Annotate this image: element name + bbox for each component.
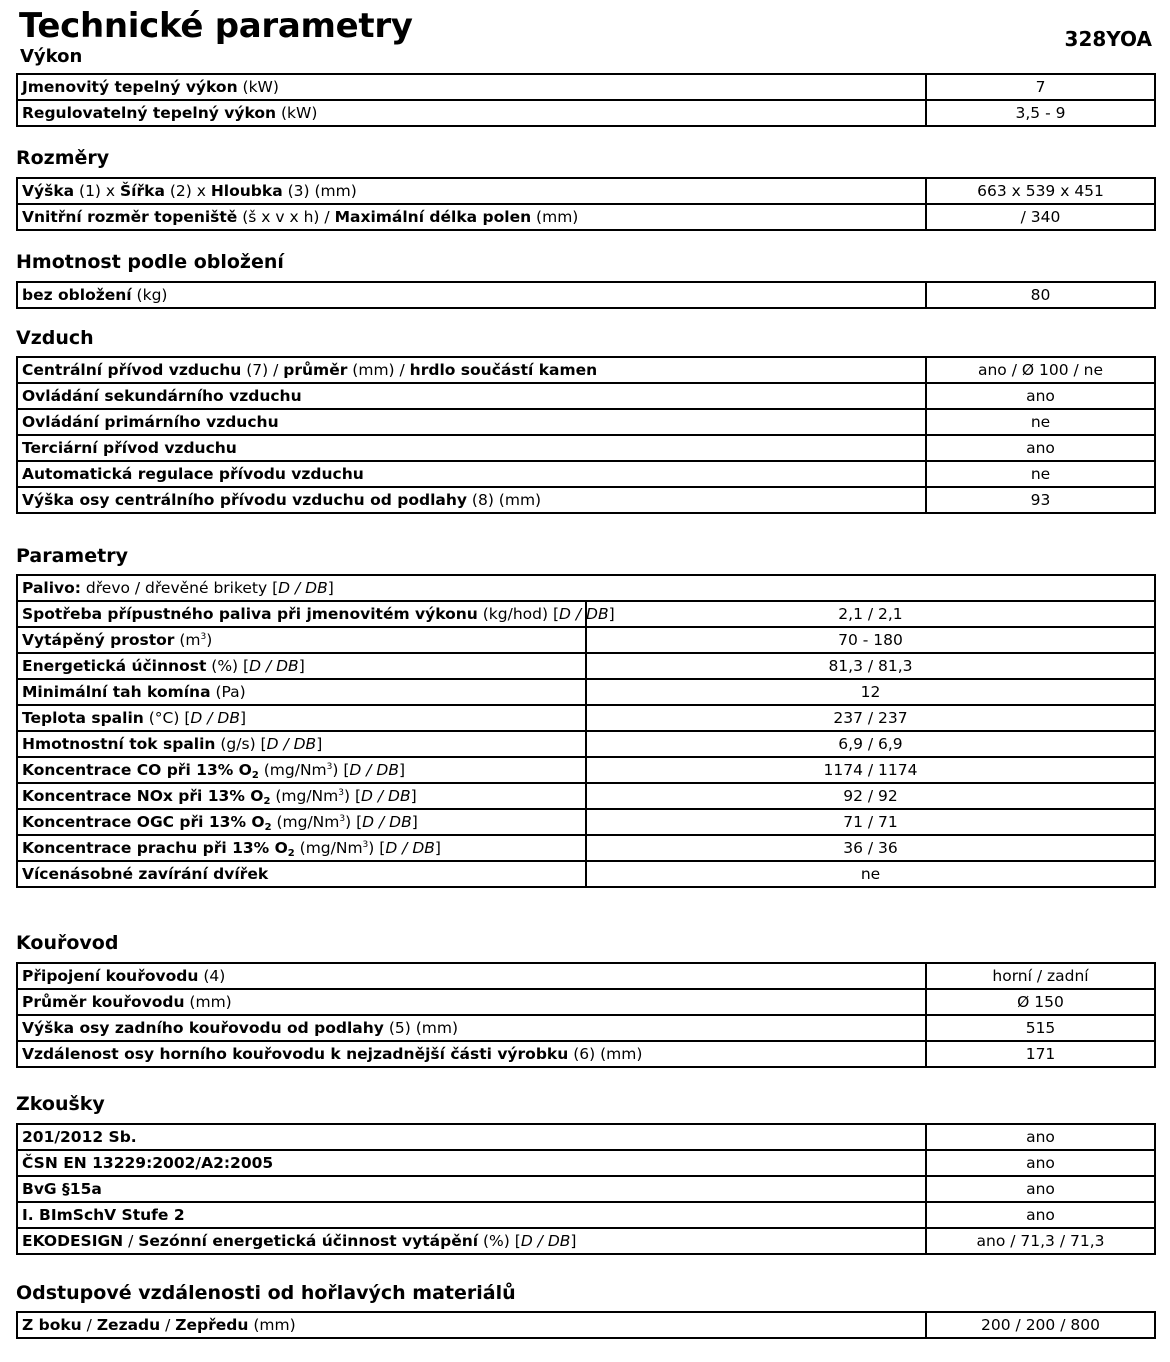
row-label: EKODESIGN / Sezónní energetická účinnost vytápění (%) [D / DB] [17,1228,926,1254]
table-row [17,100,1155,126]
row-label: BvG §15a [17,1176,926,1202]
row-label: Vytápěný prostor $(m^3)$ [17,627,586,653]
row-label: Připojení kouřovodu (4) [17,963,926,989]
row-value: 70 - 180 [586,627,1155,653]
row-label: bez obložení (kg) [17,282,926,308]
table-row [17,435,1155,461]
row-value: ano [926,1124,1155,1150]
kourovod-table [16,962,1156,1068]
row-label: Ovládání primárního vzduchu [17,409,926,435]
rozmery-table [16,177,1156,231]
row-value: ano [926,383,1155,409]
row-value: 6,9 / 6,9 [586,731,1155,757]
table-row [17,679,1155,705]
row-label: Průměr kouřovodu (mm) [17,989,926,1015]
row-value: ano [926,1150,1155,1176]
row-value: 237 / 237 [586,705,1155,731]
table-row [17,461,1155,487]
row-label: Výška osy zadního kouřovodu od podlahy (5) (mm) [17,1015,926,1041]
row-value: horní / zadní [926,963,1155,989]
parametry-table [16,574,1156,888]
table-row [17,809,1155,835]
row-value: ne [926,409,1155,435]
row-label: Automatická regulace přívodu vzduchu [17,461,926,487]
hmotnost-table [16,281,1156,309]
table-row [17,1176,1155,1202]
row-value: ano / Ø 100 / ne [926,357,1155,383]
table-row [17,653,1155,679]
table-row [17,783,1155,809]
row-value: 1174 / 1174 [586,757,1155,783]
row-value: ne [926,461,1155,487]
row-label: 201/2012 Sb. [17,1124,926,1150]
row-value: ano [926,1202,1155,1228]
row-value: ano [926,435,1155,461]
row-value: 71 / 71 [586,809,1155,835]
odstupy-table [16,1311,1156,1339]
table-row [17,178,1155,204]
row-label: I. BImSchV Stufe 2 [17,1202,926,1228]
row-label: Teplota spalin (°C) [D / DB] [17,705,586,731]
table-row [17,861,1155,887]
table-row [17,1228,1155,1254]
row-label: Koncentrace OGC při 13% $O_2$ (mg/Nm$^3$) [D / DB] [17,809,586,835]
section-title-odstupy: Odstupové vzdálenosti od hořlavých materiálů [16,1282,516,1304]
table-row [17,627,1155,653]
row-value: ne [586,861,1155,887]
table-row [17,1041,1155,1067]
row-label: Terciární přívod vzduchu [17,435,926,461]
section-title-kourovod: Kouřovod [16,932,119,954]
table-row [17,1015,1155,1041]
table-row [17,1312,1155,1338]
row-label: Ovládání sekundárního vzduchu [17,383,926,409]
fuel-row: Palivo: dřevo / dřevěné brikety [D / DB] [17,575,1155,601]
row-value: 2,1 / 2,1 [586,601,1155,627]
section-title-zkousky: Zkoušky [16,1093,105,1115]
row-value: 93 [926,487,1155,513]
row-value: 80 [926,282,1155,308]
row-label: Energetická účinnost (%) [D / DB] [17,653,586,679]
table-row [17,1202,1155,1228]
row-value: ano / 71,3 / 71,3 [926,1228,1155,1254]
row-label: Výška osy centrálního přívodu vzduchu od podlahy (8) (mm) [17,487,926,513]
row-label: Vícenásobné zavírání dvířek [17,861,586,887]
table-row [17,282,1155,308]
row-label: Z boku / Zezadu / Zepředu (mm) [17,1312,926,1338]
table-row [17,601,1155,627]
table-row [17,575,1155,601]
section-title-vzduch: Vzduch [16,327,94,349]
table-row [17,383,1155,409]
row-label: ČSN EN 13229:2002/A2:2005 [17,1150,926,1176]
row-label: Minimální tah komína (Pa) [17,679,586,705]
section-title-vykon: Výkon [20,46,83,67]
section-title-parametry: Parametry [16,545,128,567]
table-row [17,963,1155,989]
row-value: 3,5 - 9 [926,100,1155,126]
table-row [17,835,1155,861]
row-label: Hmotnostní tok spalin (g/s) [D / DB] [17,731,586,757]
row-label: Koncentrace prachu při 13% $O_2$ (mg/Nm$^3$) [D / DB] [17,835,586,861]
row-value: 81,3 / 81,3 [586,653,1155,679]
row-label: Vnitřní rozměr topeniště (š x v x h) / Maximální délka polen (mm) [17,204,926,230]
zkousky-table [16,1123,1156,1255]
table-row [17,204,1155,230]
table-row [17,74,1155,100]
table-row [17,1124,1155,1150]
table-row [17,409,1155,435]
row-value: 515 [926,1015,1155,1041]
section-title-hmotnost: Hmotnost podle obložení [16,251,284,273]
row-value: / 340 [926,204,1155,230]
row-value: 92 / 92 [586,783,1155,809]
table-row [17,989,1155,1015]
table-row [17,705,1155,731]
row-value: 36 / 36 [586,835,1155,861]
table-row [17,487,1155,513]
row-label: Koncentrace CO při 13% $O_2$ (mg/Nm$^3$) [D / DB] [17,757,586,783]
vykon-table [16,73,1156,127]
row-value: 200 / 200 / 800 [926,1312,1155,1338]
page-title: Technické parametry [19,6,413,46]
table-row [17,757,1155,783]
table-row [17,357,1155,383]
row-value: 171 [926,1041,1155,1067]
model-code: 328YOA [1064,27,1152,51]
row-label: Jmenovitý tepelný výkon (kW) [17,74,926,100]
row-value: ano [926,1176,1155,1202]
row-value: 7 [926,74,1155,100]
table-row [17,731,1155,757]
row-label: Výška (1) x Šířka (2) x Hloubka (3) (mm) [17,178,926,204]
row-label: Regulovatelný tepelný výkon (kW) [17,100,926,126]
section-title-rozmery: Rozměry [16,147,110,169]
row-label: Centrální přívod vzduchu (7) / průměr (mm) / hrdlo součástí kamen [17,357,926,383]
row-value: 663 x 539 x 451 [926,178,1155,204]
row-value: 12 [586,679,1155,705]
row-label: Koncentrace NOx při 13% $O_2$ (mg/Nm$^3$) [D / DB] [17,783,586,809]
vzduch-table [16,356,1156,514]
row-label: Vzdálenost osy horního kouřovodu k nejzadnější části výrobku (6) (mm) [17,1041,926,1067]
row-label: Spotřeba přípustného paliva při jmenovitém výkonu (kg/hod) [D / DB] [17,601,586,627]
table-row [17,1150,1155,1176]
row-value: Ø 150 [926,989,1155,1015]
